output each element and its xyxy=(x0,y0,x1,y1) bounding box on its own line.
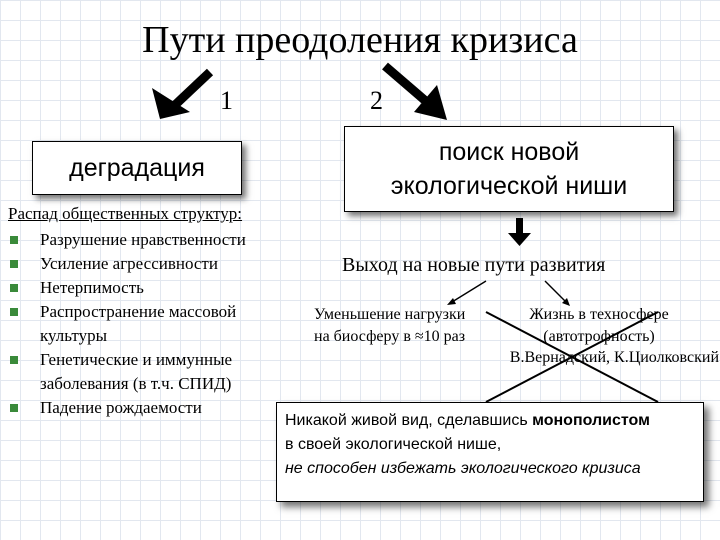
search-label-line2: экологической ниши xyxy=(390,172,628,200)
list-item: Падение рождаемости xyxy=(10,396,280,420)
new-paths-text: Выход на новые пути развития xyxy=(342,254,606,276)
square-bullet-icon xyxy=(10,284,18,292)
square-bullet-icon xyxy=(10,308,18,316)
decay-list xyxy=(10,228,280,420)
authors-text: В.Вернадский, К.Циолковский xyxy=(509,349,719,366)
thin-arrow-left xyxy=(447,281,486,305)
list-item: Разрушение нравственности xyxy=(10,228,280,252)
degradation-label: деградация xyxy=(69,153,205,182)
square-bullet-icon xyxy=(10,356,18,364)
list-item: Генетические и иммунные заболевания (в т.ч. СПИД) xyxy=(10,348,280,396)
conclusion-box: Никакой живой вид, сделавшись монополистом в своей экологической нише, не способен избежать экологического кризиса xyxy=(276,402,704,502)
degradation-box xyxy=(32,141,242,195)
branch-number-1: 1 xyxy=(220,86,233,115)
conclusion-italic: не способен избежать экологического кризиса xyxy=(285,460,641,477)
arrow-to-degradation xyxy=(152,72,210,119)
monopolist-word: монополистом xyxy=(532,412,650,429)
search-label-line1: поиск новой xyxy=(438,138,580,166)
square-bullet-icon xyxy=(10,236,18,244)
list-item: Усиление агрессивности xyxy=(10,252,280,276)
page-title: Пути преодоления кризиса xyxy=(142,19,578,61)
branch-number-2: 2 xyxy=(370,86,383,115)
arrow-down-to-new-paths xyxy=(508,218,531,246)
square-bullet-icon xyxy=(10,404,18,412)
list-item: Нетерпимость xyxy=(10,276,280,300)
reduce-load-text: Уменьшение нагрузки на биосферу в ≈10 раз xyxy=(314,306,466,345)
arrow-to-search xyxy=(385,66,447,120)
square-bullet-icon xyxy=(10,260,18,268)
list-item: Распространение массовой культуры xyxy=(10,300,280,348)
thin-arrow-right xyxy=(545,281,570,306)
technosphere-text: Жизнь в техносфере (автотрофность) xyxy=(529,306,669,345)
search-niche-box xyxy=(344,126,674,212)
decay-heading: Распад общественных структур: xyxy=(8,204,243,223)
